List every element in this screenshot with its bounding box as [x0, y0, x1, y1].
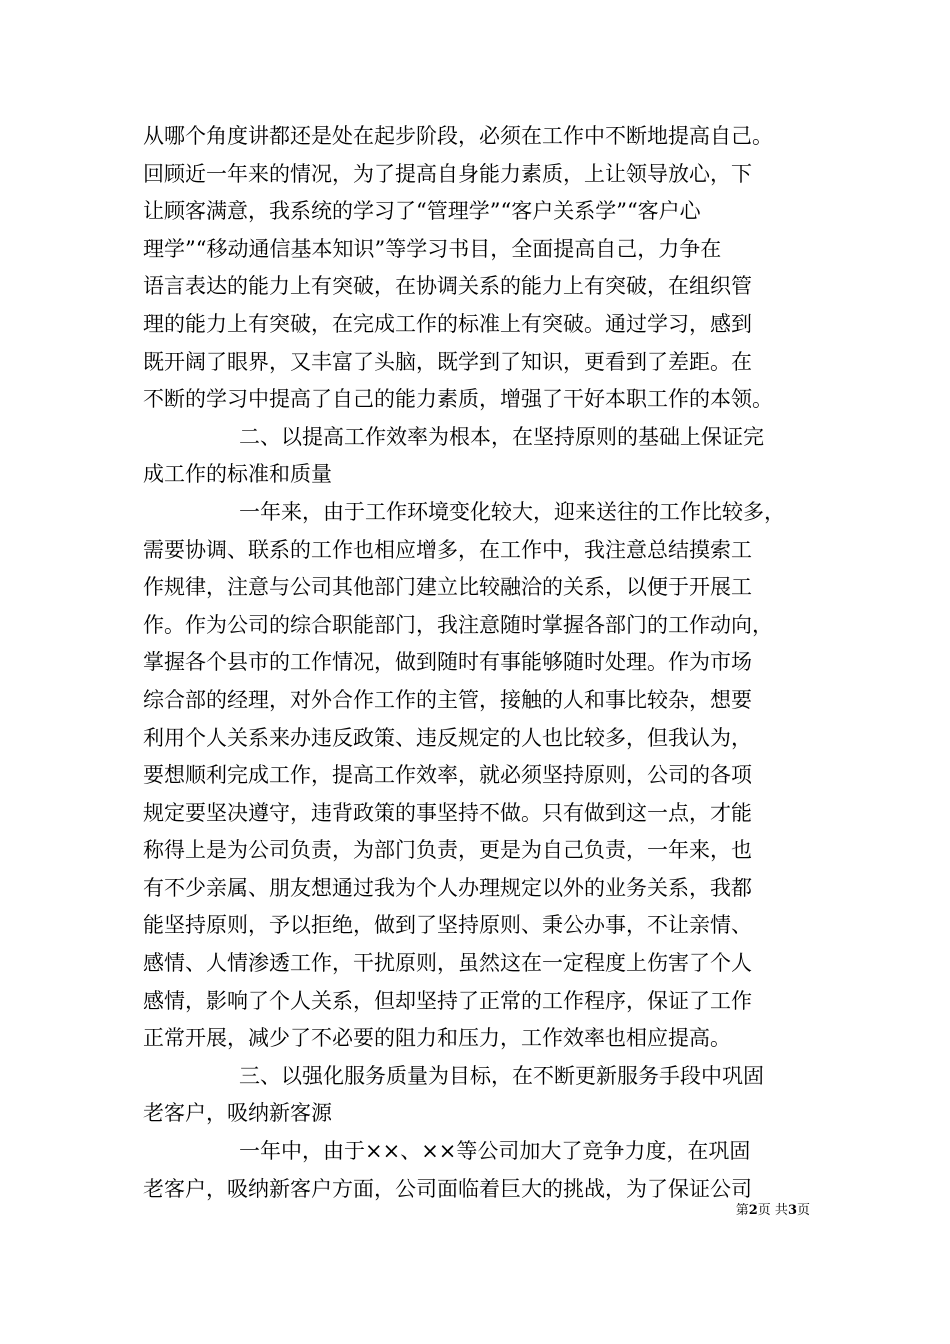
text-line: 利用个人关系来办违反政策、违反规定的人也比较多，但我认为，	[143, 725, 752, 750]
text-line: 让顾客满意，我系统的学习了“管理学”“客户关系学”“客户心	[143, 199, 701, 224]
text-line: 老客户，吸纳新客源	[143, 1101, 332, 1126]
text-line: 老客户，吸纳新客户方面，公司面临着巨大的挑战，为了保证公司	[143, 1176, 752, 1201]
text-line: 有不少亲属、朋友想通过我为个人办理规定以外的业务关系，我都	[143, 875, 752, 900]
text-line: 语言表达的能力上有突破，在协调关系的能力上有突破，在组织管	[143, 274, 752, 299]
text-line: 回顾近一年来的情况，为了提高自身能力素质，上让领导放心，下	[143, 161, 752, 186]
text-line: 二、以提高工作效率为根本，在坚持原则的基础上保证完	[239, 424, 764, 449]
text-line: 理的能力上有突破，在完成工作的标准上有突破。通过学习，感到	[143, 311, 752, 336]
text-line: 感情，影响了个人关系，但却坚持了正常的工作程序，保证了工作	[143, 988, 752, 1013]
total-pages-number: 3	[787, 1203, 797, 1218]
text-line: 既开阔了眼界，又丰富了头脑，既学到了知识，更看到了差距。在	[143, 349, 752, 374]
text-line: 规定要坚决遵守，违背政策的事坚持不做。只有做到这一点，才能	[143, 800, 752, 825]
text-line: 成工作的标准和质量	[143, 462, 332, 487]
text-line: 需要协调、联系的工作也相应增多，在工作中，我注意总结摸索工	[143, 537, 752, 562]
text-line: 不断的学习中提高了自己的能力素质，增强了干好本职工作的本领。	[143, 387, 773, 412]
text-line: 从哪个角度讲都还是处在起步阶段，必须在工作中不断地提高自己。	[143, 124, 773, 148]
text-line: 要想顺利完成工作，提高工作效率，就必须坚持原则，公司的各项	[143, 763, 752, 788]
text-line: 作规律，注意与公司其他部门建立比较融洽的关系，以便于开展工	[143, 575, 752, 600]
text-line: 综合部的经理，对外合作工作的主管，接触的人和事比较杂，想要	[143, 687, 752, 712]
footer-prefix: 第	[735, 1203, 749, 1218]
footer-suffix: 页	[796, 1203, 810, 1218]
text-line: 三、以强化服务质量为目标，在不断更新服务手段中巩固	[239, 1063, 764, 1088]
text-line: 感情、人情渗透工作，干扰原则，虽然这在一定程度上伤害了个人	[143, 951, 752, 976]
text-line: 作。作为公司的综合职能部门，我注意随时掌握各部门的工作动向，	[143, 612, 773, 637]
text-line: 掌握各个县市的工作情况，做到随时有事能够随时处理。作为市场	[143, 650, 752, 675]
footer-middle: 页 共	[757, 1203, 788, 1218]
text-line: 正常开展，减少了不必要的阻力和压力，工作效率也相应提高。	[143, 1026, 731, 1051]
body-text	[143, 118, 833, 1208]
text-line: 一年来，由于工作环境变化较大，迎来送往的工作比较多，	[239, 499, 785, 524]
text-line: 理学”“移动通信基本知识”等学习书目，全面提高自己，力争在	[143, 236, 722, 261]
text-line: 称得上是为公司负责，为部门负责，更是为自己负责，一年来，也	[143, 838, 752, 863]
text-line: 一年中，由于××、××等公司加大了竞争力度，在巩固	[239, 1139, 751, 1164]
text-line: 能坚持原则，予以拒绝，做到了坚持原则、秉公办事，不让亲情、	[143, 913, 752, 938]
current-page-number: 2	[748, 1203, 758, 1218]
page-footer	[700, 1202, 810, 1220]
